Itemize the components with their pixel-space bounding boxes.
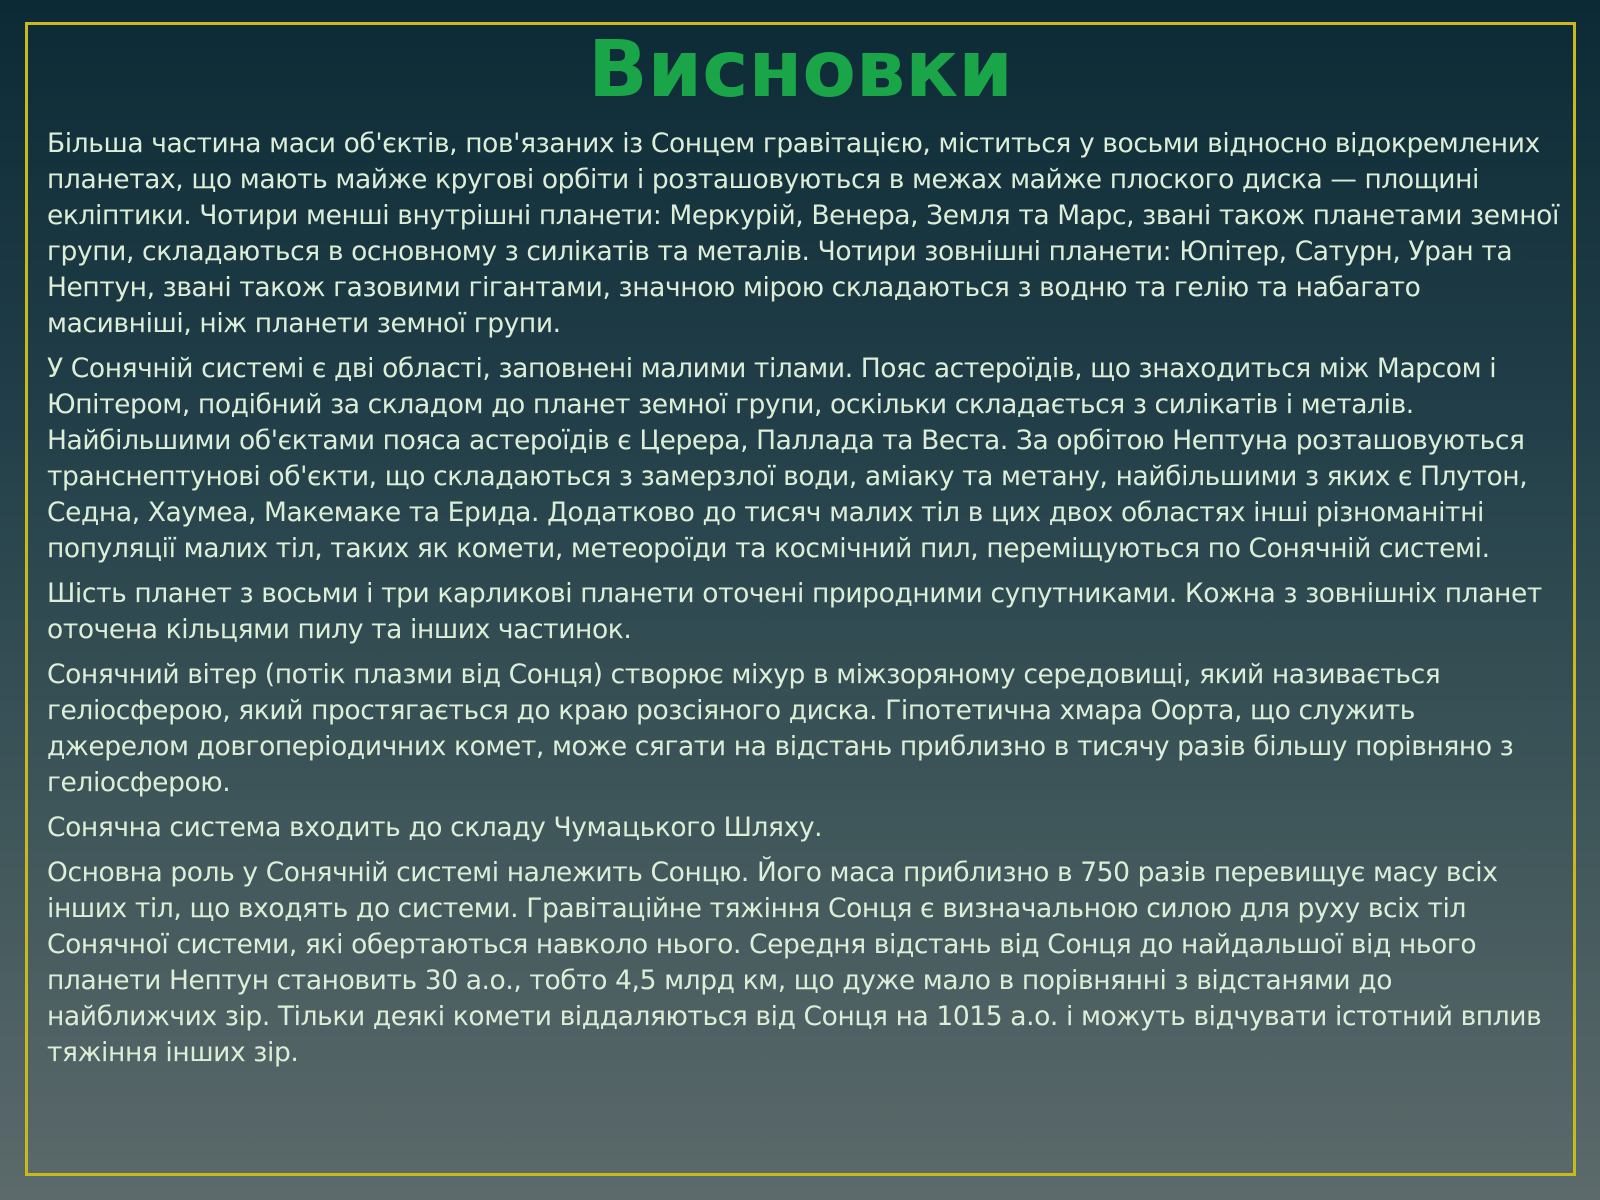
- slide-body: [47, 126, 1563, 1080]
- paragraph-solar-wind: Сонячний вітер (потік плазми від Сонця) створює міхур в міжзоряному середовищі, який називається геліосферою, який простягається до краю розсіяного диска. Гіпотетична хмара Оорта, що служить джерелом довгоперіодичних комет, може сягати на відстань приблизно в тисячу разів більшу порівняно з геліосферою.: [47, 659, 1514, 798]
- paragraph-planets: Більша частина маси об'єктів, пов'язаних із Сонцем гравітацією, міститься у восьми відносно відокремлених планетах, що мають майже кругові орбіти і розташовуються в межах майже плоского диска — площині екліптики. Чотири менші внутрішні планети: Меркурій, Венера, Земля та Марс, звані також планетами земної групи, складаються в основному з силікатів та металів. Чотири зовнішні планети: Юпітер, Сатурн, Уран та Нептун, звані також газовими гігантами, значною мірою складаються з водню та гелію та набагато масивніші, ніж планети земної групи.: [47, 128, 1559, 339]
- paragraph-satellites: Шість планет з восьми і три карликові планети оточені природними супутниками. Кожна з зовнішніх планет оточена кільцями пилу та інших частинок.: [47, 578, 1542, 645]
- paragraph-sun-role: Основна роль у Сонячній системі належить Сонцю. Його маса приблизно в 750 разів перевищує масу всіх інших тіл, що входять до системи. Гравітаційне тяжіння Сонця є визначальною силою для руху всіх тіл Сонячної системи, які обертаються навколо нього. Середня відстань від Сонця до найдальшої від нього планети Нептун становить 30 а.о., тобто 4,5 млрд км, що дуже мало в порівнянні з відстанями до найближчих зір. Тільки деякі комети віддаляються від Сонця на 1015 а.о. і можуть відчувати істотний вплив тяжіння інших зір.: [47, 857, 1542, 1068]
- paragraph-small-bodies: У Сонячній системі є дві області, заповнені малими тілами. Пояс астероїдів, що знаходиться між Марсом і Юпітером, подібний за складом до планет земної групи, оскільки складається з силікатів і металів. Найбільшими об'єктами пояса астероїдів є Церера, Паллада та Веста. За орбітою Нептуна розташовуються транснептунові об'єкти, що складаються з замерзлої води, аміаку та метану, найбільшими з яких є Плутон, Седна, Хаумеа, Макемаке та Ерида. Додатково до тисяч малих тіл в цих двох областях інші різноманітні популяції малих тіл, таких як комети, метеороїди та космічний пил, переміщуються по Сонячній системі.: [47, 353, 1528, 564]
- slide-title: Висновки: [588, 25, 1013, 115]
- paragraph-milky-way: Сонячна система входить до складу Чумацького Шляху.: [47, 812, 823, 843]
